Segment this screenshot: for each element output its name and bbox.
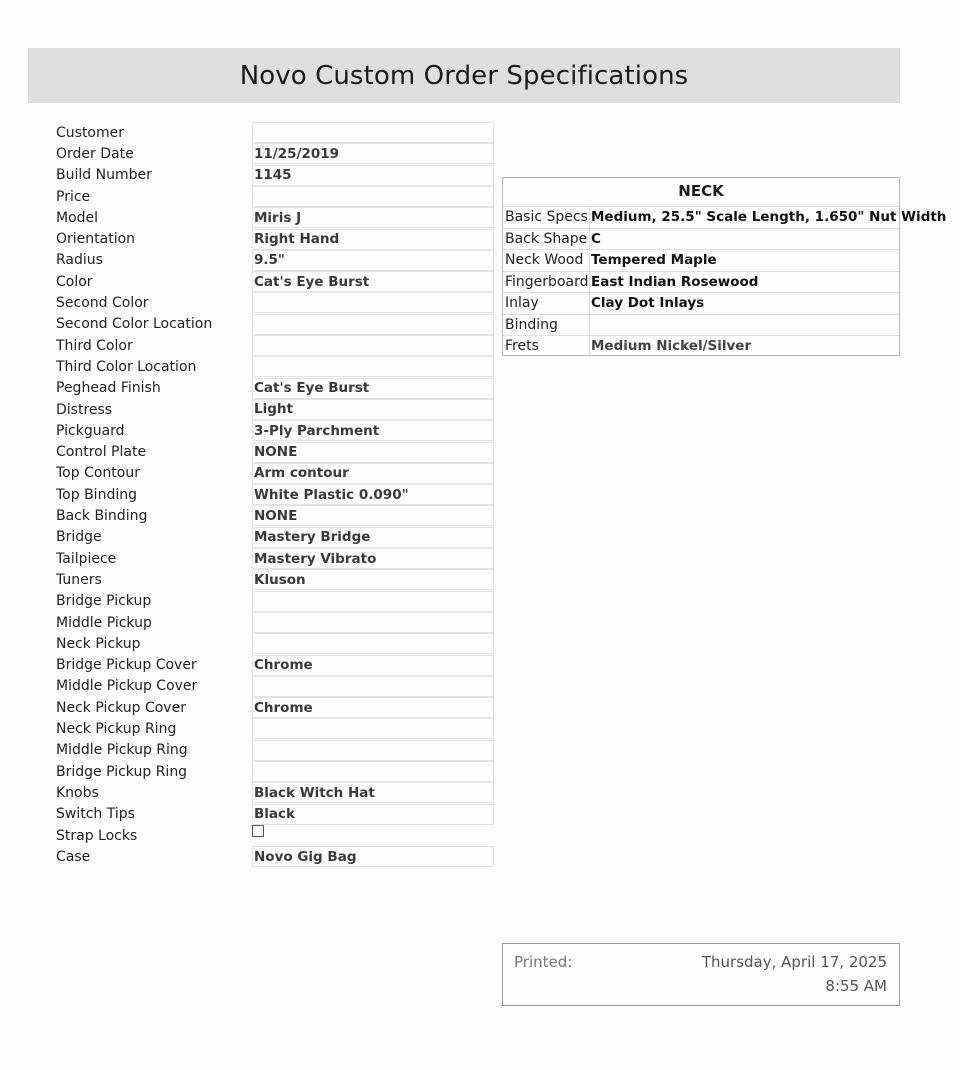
spec-row: [56, 356, 496, 377]
spec-row: [56, 250, 496, 271]
spec-row: [56, 420, 496, 441]
spec-row: [56, 378, 496, 399]
spec-label: Middle Pickup Cover: [56, 678, 198, 695]
spec-label: Neck Pickup Ring: [56, 721, 177, 738]
spec-row: [56, 718, 496, 739]
spec-label: Middle Pickup Ring: [56, 742, 188, 759]
spec-label: Switch Tips: [56, 806, 135, 823]
neck-row: [503, 314, 899, 336]
spec-value: NONE: [252, 505, 494, 526]
spec-value: [252, 676, 494, 697]
neck-value: East Indian Rosewood: [589, 272, 899, 293]
spec-label: Price: [56, 188, 91, 205]
neck-label: Inlay: [505, 295, 539, 311]
spec-row: [56, 335, 496, 356]
spec-row: [56, 143, 496, 164]
page-title: Novo Custom Order Specifications: [239, 60, 689, 91]
spec-label: Peghead Finish: [56, 380, 161, 397]
spec-label: Order Date: [56, 145, 134, 162]
spec-row: [56, 527, 496, 548]
spec-value: Chrome: [252, 697, 494, 718]
neck-label: Basic Specs: [505, 209, 588, 225]
spec-row: [56, 846, 496, 867]
spec-row: [56, 122, 496, 143]
neck-value: C: [589, 229, 899, 250]
spec-row: [56, 761, 496, 782]
spec-value: Kluson: [252, 569, 494, 590]
spec-value: Cat's Eye Burst: [252, 271, 494, 292]
spec-row: [56, 271, 496, 292]
spec-label: Color: [56, 273, 93, 290]
spec-row: [56, 740, 496, 761]
spec-row: [56, 697, 496, 718]
spec-value: Black: [252, 804, 494, 825]
spec-label: Middle Pickup: [56, 614, 152, 631]
spec-label: Back Binding: [56, 508, 148, 525]
spec-value: Novo Gig Bag: [252, 846, 494, 867]
spec-value: [252, 186, 494, 207]
spec-label: Bridge: [56, 529, 102, 546]
spec-row: [56, 207, 496, 228]
printed-time: 8:55 AM: [825, 977, 887, 995]
neck-row: [503, 228, 899, 250]
spec-value: 11/25/2019: [252, 143, 494, 164]
spec-value: [252, 335, 494, 356]
spec-label: Case: [56, 848, 91, 865]
spec-value: [252, 314, 494, 335]
spec-row: [56, 591, 496, 612]
spec-label: Third Color: [56, 337, 133, 354]
spec-row: [56, 165, 496, 186]
spec-value: Mastery Vibrato: [252, 548, 494, 569]
neck-value: Tempered Maple: [589, 250, 899, 271]
spec-value: [252, 761, 494, 782]
spec-value: [252, 356, 494, 377]
spec-row: [56, 186, 496, 207]
spec-value: White Plastic 0.090": [252, 484, 494, 505]
neck-value: [589, 315, 899, 336]
spec-row: [56, 825, 496, 846]
spec-value: [252, 612, 494, 633]
spec-label: Pickguard: [56, 422, 125, 439]
spec-value: Mastery Bridge: [252, 527, 494, 548]
spec-label: Neck Pickup Cover: [56, 699, 186, 716]
spec-label: Orientation: [56, 231, 136, 248]
spec-row: [56, 782, 496, 803]
spec-row: [56, 676, 496, 697]
neck-row: [503, 335, 899, 357]
spec-label: Top Binding: [56, 486, 137, 503]
neck-label: Frets: [505, 338, 539, 354]
spec-row: [56, 229, 496, 250]
spec-value: [252, 633, 494, 654]
spec-value: [252, 740, 494, 761]
spec-value: Arm contour: [252, 463, 494, 484]
spec-row: [56, 463, 496, 484]
neck-value: Medium, 25.5" Scale Length, 1.650" Nut Width: [589, 207, 899, 228]
spec-value: [252, 718, 494, 739]
spec-value: 1145: [252, 165, 494, 186]
spec-label: Model: [56, 209, 99, 226]
neck-spec-table: [502, 177, 947, 356]
neck-value: Clay Dot Inlays: [589, 293, 899, 314]
neck-row: [503, 206, 947, 228]
title-bar: [28, 48, 900, 103]
spec-value: Miris J: [252, 207, 494, 228]
spec-value: [252, 591, 494, 612]
spec-label: Build Number: [56, 167, 152, 184]
spec-label: Tailpiece: [56, 550, 117, 567]
spec-row: [56, 612, 496, 633]
spec-value: Chrome: [252, 655, 494, 676]
spec-label: Distress: [56, 401, 113, 418]
spec-value: 3-Ply Parchment: [252, 420, 494, 441]
spec-row: [56, 505, 496, 526]
spec-row: [56, 548, 496, 569]
printed-date: Thursday, April 17, 2025: [701, 953, 887, 971]
spec-value: [252, 292, 494, 313]
printed-box: [502, 943, 900, 1006]
spec-value: Black Witch Hat: [252, 782, 494, 803]
spec-value: NONE: [252, 442, 494, 463]
spec-label: Bridge Pickup: [56, 593, 152, 610]
spec-row: [56, 442, 496, 463]
neck-label: Fingerboard: [505, 273, 589, 290]
spec-label: Strap Locks: [56, 827, 138, 844]
neck-row: [503, 271, 899, 293]
spec-value: [252, 122, 494, 143]
spec-label: Knobs: [56, 784, 99, 801]
spec-label: Bridge Pickup Ring: [56, 763, 188, 780]
spec-value: 9.5": [252, 250, 494, 271]
spec-label: Tuners: [56, 571, 102, 588]
neck-row: [503, 249, 899, 271]
neck-row: [503, 292, 899, 314]
neck-value: Medium Nickel/Silver: [589, 336, 899, 357]
spec-row: [56, 804, 496, 825]
spec-row: [56, 655, 496, 676]
spec-label: Second Color: [56, 295, 149, 312]
spec-label: Customer: [56, 124, 125, 141]
neck-label: Neck Wood: [505, 252, 584, 268]
printed-label: Printed:: [514, 953, 573, 971]
spec-label: Control Plate: [56, 444, 147, 461]
spec-label: Neck Pickup: [56, 635, 141, 652]
neck-label: Back Shape: [505, 230, 588, 247]
spec-value: Cat's Eye Burst: [252, 378, 494, 399]
spec-value: Light: [252, 399, 494, 420]
spec-row: [56, 314, 496, 335]
spec-label: Radius: [56, 252, 103, 269]
spec-row: [56, 569, 496, 590]
spec-label: Bridge Pickup Cover: [56, 657, 197, 674]
spec-row: [56, 399, 496, 420]
strap-locks-checkbox[interactable]: [252, 825, 264, 837]
spec-row: [56, 292, 496, 313]
neck-label: Binding: [505, 316, 558, 333]
spec-row: [56, 484, 496, 505]
spec-label: Third Color Location: [56, 358, 197, 375]
spec-label: Top Contour: [56, 465, 140, 482]
spec-value: Right Hand: [252, 229, 494, 250]
neck-header: NECK: [678, 182, 724, 200]
spec-label: Second Color Location: [56, 316, 213, 333]
spec-row: [56, 633, 496, 654]
